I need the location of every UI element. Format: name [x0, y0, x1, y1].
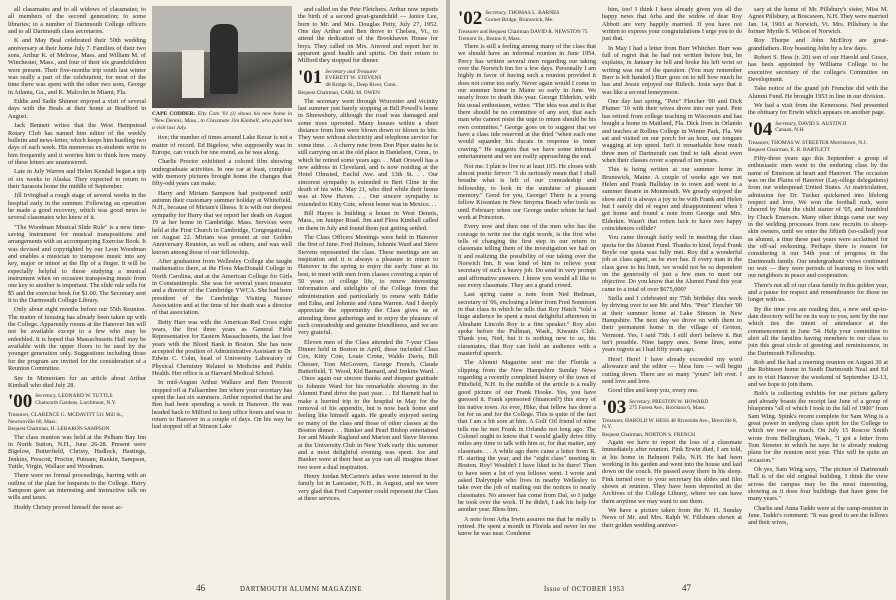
photo-house-wall: [182, 50, 204, 98]
class-heading-1904: [748, 118, 888, 140]
paragraph: There were no formal proceedings, barring with an outline of the plan for bequests to the College. Harry Sampson gave an interesting and instructive talk on wills and taxes.: [8, 472, 146, 502]
secretary-name: DAVID S. AUSTIN II: [798, 120, 847, 127]
paragraph: all classmates and to all widows of classmates; to all members of the second generation; to some libraries; to a number of Dartmouth College officers and to all Dartmouth class secretaries.: [8, 6, 146, 36]
page-footer: Issue of OCTOBER 1953: [544, 586, 625, 593]
left-page: [0, 0, 446, 600]
paragraph: A note from Arba Irwin assures me that he really is retired. He spent a month in Florida and never let me know he was near. Condemn: [458, 515, 596, 538]
paragraph: The secretary went through Worcester and vicinity last summer just barely stopping at Bill Powell's home in Shrewsbury, although the road was damaged and some trees uprooted. Many houses within a short distance from him were blown down or blown to bits. They were without electricity and telephone service for some time. . . A cherry note from Don Piper states he is still carrying on at the old place in Danielson, Conn., to which he retired some years ago. . . Matt Orswell has a new address in Cleveland, and is now residing at the Hotel Olmsted, Euclid Ave. and 13th St. . . Our sincerest sympathy is extended to Bert Cline in the death of his wife. May 21, who died while their home was at New Haven. . . Our sincere sympathy is extended to Kitty Cote, whose home was in Mexico. . .: [298, 97, 438, 208]
right-page: [450, 0, 896, 600]
paragraph: Hoddy Christy proved himself the most ac-: [14, 503, 124, 511]
paragraph: Every now and then one of the men who has the courage to write me the right words, is the first who tells of changing the first step in our return to classmate telling them of the investigation we had on it and realizing the possibility of our taking over the Norwich Inn. It was kind of him to relieve your secretary of such a heavy job. Do send in very prompt and affirmative answers. I know you would all like to see every classmate. They are a grand crowd.: [458, 223, 596, 289]
paragraph: Fifty-three years ago this September a group of enthusiastic men went to the enduring class by the name of Emerson at heart and Hanover. The occasion was on the Plains of Hanover (Lay-ollege delegations) from our widespread United States. At matriculation, admission fee Dr. Tucker quickened into lifelong respect and love. We won the football rush, were cheered by Nate the child starter of '05, and humbled by Chuck Emerson. Many other things came our way in the welding processes from raw recruits to sheep-skin owners, until we enter the fiftieth (so-called) year as alumni, a time these past years were acclaimed for the off-sal reckoning. Perhaps there is reason for considering it our 54th year of progress in the Dartmouth family. Our undergraduate views continued no wax — they were periods of learning to live with our neighbors in peace and cooperation.: [748, 154, 888, 280]
paragraph: Jill Irvingbad a rough stage of several weeks in the hospital early in the summer. Following an operation he made a good recovery, which was good news to several classmates who knew of it.: [8, 192, 146, 222]
treasurer-line: Treasurer, HAROLD W. HESS 48 Riverside Ave., Brenville 8, N.Y.: [602, 417, 737, 431]
class-heading-1900: [8, 391, 146, 413]
secretary-info: [775, 121, 846, 134]
secretary-name: PRESTON W. HOWARD: [652, 398, 709, 405]
treasurer-line: Treasurer, THOMAS W. STREETER Morristown, N.J.: [748, 139, 867, 146]
class-numeral: '01: [298, 66, 323, 88]
right-column-1: [458, 6, 596, 540]
bequest-chairman-line: Bequest Chairman, NORTON S. FRENCH: [602, 431, 696, 438]
bequest-chairman-line: Bequest Chairman, E. R. BARTLETT: [748, 147, 831, 154]
paragraph: Take notice of the grand job Frenchie did with the Alumni Fund. He brought 1953 in line in our division.: [748, 85, 888, 100]
paragraph: The class reunion was held at the Pelham Bay Inn in North Sutton, N.H., June 26-28. Present were Bigelow, Butterfield, Christy, Hadlock, Hastings, Jenkins, Prescott, Proctor, Putnam, Rankin, Sampson, Tuttle, Virgin, Wallace and Woodman.: [8, 433, 146, 471]
secretary-role: Secretary,: [775, 120, 797, 127]
paragraph: See In Memoriam for an article about Arthur Kimball who died July 28.: [8, 374, 146, 389]
secretary-address: Gurnet Bridge, Brunswick, Me.: [485, 16, 554, 23]
photo-caption: [152, 111, 292, 131]
paragraph: sary at the home of Mr. Pillsbury's sister, Miss M. Agnes Pillsbury, at Boscawen, N.H. They were married Jan. 14, 1903 at Norwich, Vt. Mrs. Pillsbury is the former Myrtle S. Wilson of Norwich.: [748, 6, 888, 36]
paragraph: Charlie Proctor exhibited a colored film showing undergraduate activities. In one car at least, complete with memory pictures brought home the changes that fifty-odd years can make.: [152, 158, 292, 188]
paragraph: Here! Here! I have already exceeded my word allowance and the editor — bless him — will begin cutting down. There are so many "yours" left over. I send love and love.: [602, 355, 742, 385]
paragraph: Late in July Warren and Helen Kendall began a trip of six weeks to Alaska. They expected to return to their Sarasota home the middle of September.: [8, 168, 146, 190]
secretary-name: LEONARD W. TUTTLE: [58, 393, 113, 400]
paragraph: Robert S. Hess (r. 20) son of our Harold and Grace, has been appointed by Williams College to be executive secretary of the college's Committee on Development.: [748, 54, 888, 84]
paragraph: Eddie and Sadie Shinner enjoyed a visit of several days with the Beals at their home at Bradford in August.: [8, 98, 146, 120]
paragraph: Only about eight months before our 55th Reunion. The matter of housing has already been taken up with the College. Apparently rooms at the Hanover Inn will not be available except to a few who may be enfeebled. It is hoped that Massachusetts Hall may be available with the upper floors to be used by the younger generation only. Suggestions including those for the program are invited for the consideration of a Reunion Committee.: [8, 306, 146, 373]
secretary-role: Secretary,: [485, 10, 507, 16]
paragraph: Again we have to report the loss of a classmate immediately after reunion. Fink Erwin died, I am told, at his home in Belmont Falls, N.H. He had been working in his garden and went into the house and laid down on the couch. He passed away there in his sleep. Fink turned over to your secretary his slides and film shown at reunion. They have been deposited in the Archives of the College Library, where we can have them anytime we may want to use them.: [602, 439, 742, 505]
paragraph: Bill Hayes is building a house in West Dennis, Mass., on Juniper Road. Jim and Flora Kimball called on them in July and found them just getting settled.: [298, 209, 438, 232]
left-column-2: [152, 6, 292, 433]
paragraph: Oh yes, Sam Wing says, "The picture of Dartmouth Hall is of the old original building. I think the view across the campus may be the most interesting, showing as it does four buildings that have gone for many years.": [748, 465, 888, 503]
secretary-address: 275 Forest Ave., Brockton 6, Mass.: [629, 405, 706, 412]
paragraph: K and May Beal celebrated their 50th wedding anniversary at their home July 7. Families of their two sons, Arthur K. of Melrose, Mass. and William M. of Winchester, Mass., and four of their six grandchildren were present. Their five-months trip south last winter was really a part of the celebration, for most of the time there was spent with the other two sons, George in Atlanta, Ga., and K. Malcolm in Miami, Fla.: [8, 37, 146, 96]
paragraph: There's not all of our class family in this golden year, and a pause for respect and remembrance for those no longer with us.: [748, 281, 888, 304]
right-column-3: [748, 6, 888, 529]
paragraph: In mid-August Arthur Wallace and Ben Prescott stopped off at Fallasrnbee Inn where your secretary has spent the last six summers. Arthur reported that he and Ben had been spending a week in Hanover. He was headed back to Milford to keep office hours and was to return to Hanover in a couple of days. On his way he had stopped off at Stinson Lake: [152, 379, 292, 431]
paragraph: One day last spring, "Pete" Fletcher '00 and Dick Plumer '10 with their wives drove into our yard. Pete has retired from college teaching in Wisconsin and has bought a home in Maitland, Fla. Dick lives in Orlando and teaches at Rollins College in Winter Park, Fla. We sat and visited on our porch for an hour, our tongues wagging at top speed. Isn't it remarkable how much three men of Dartmouth can find to talk about even when their classes cover a spread of ten years.: [602, 98, 742, 164]
paragraph: Harry and Miriam Sampson had postponed until autumn their customary summer holiday at Whitefield, N.H., because of Miriam's illness. It is with our deepest sympathy for Harry that we report her death on August 19 at her home in Cambridge. Mass. Services were held at the First Church in Cambridge, Congregational, on August 22. Miriam was present at our Golden Anniversary Reunion, as well as others, and was well known among those of our fellowship.: [152, 189, 292, 256]
secretary-role: Secretary,: [629, 398, 651, 405]
paragraph: By the time you are reading this, a new and up-to-date directory will be on its way to you, sent by the one which ties the intent of attendance at the commencement in June '54. Help your committee to alert all the families having members to our class to join this great circle of greeting and reminiscence, in the Dartmouth Fellowship.: [748, 305, 888, 357]
cape-codder-photo: [152, 6, 292, 108]
paragraph: tive; the number of times around Lake Kezar is not a matter of record. Ed Bigelow, who supposedly was in Europe, can vouch for one round, as he was along.: [152, 134, 292, 157]
paragraph: Last spring came a note from Ned Redman, secretary of '06, enclosing a letter from Fred Sonneson in that class in which he tells that Roy Hatch "told a huge audience he spent a most delightful afternoon in Abraham Lincoln Roy is a fine speaker." Roy also spoke before the Pullman, Wash., Kiwanis Club. Thank you, Ned, but it is nothing new to us, his classmates, that Roy can hold an audience with a masterful speech.: [458, 291, 596, 358]
class-heading-1903: [602, 396, 742, 418]
paragraph: Not me. I plan to live to at least 105. He closes with almost poetic fervor: "I do seriously mean that I shall breathe what is left of our comradeship and fellowship, to look in the sunshine of pleasant memory." Good for you, George! There is a young fellow Kiwanian in New Smyrna Beach who tools us until February when our George under whom he had work at Princeton.: [458, 162, 596, 221]
secretary-address: 48 Bridge St., Deep River, Conn.: [325, 81, 397, 88]
paragraph: Rob and Ike had a morning reunion on August 30 at the Robinson home in South Dartmouth Neal and Ed are to visit Hanover the weekend of September 12-13, and we hope to join them.: [748, 359, 888, 389]
paragraph: We have a picture taken from the N. H. Sunday News of Mr. and Mrs. Ralph W. Fillsburn shown at their golden wedding anniver-: [602, 507, 742, 529]
paragraph: Betty Harr was with the American Red Cross eight years, the first three years as General Field Representative for Eastern Massachusetts, the last five years with the Blood Bank in Boston. She has now accepted the position of Administrative Assistant to Dr. Edwin C. Cohn, head of University Laboratory of Physical Chemistry Related to Medicine and Public Health. Her office is at Harvard Medical School.: [152, 318, 292, 378]
paragraph: The Alumni Magazine sent me the Florida a clipping from the New Hampshire Sunday News regarding a recently completed history of the town of Pittsfield, N.H. In the middle of the article is a really good picture of our Frank Hooke. Yes, you have guessed it. Frank sponsored (financed?) this story of his native town. As ever, Hike, that fellow has done a lot for us and for the College. This is quite of the fact that I am a bit sore at him. A Golf Oil friend of mine tells me he met Frank in Orlando not long ago. The Colonel ought to know that I would gladly drive fifty miles any time to talk with him or, for that matter, any classmate. . . A while ago there came a letter from R. H. starting the year, and the "eight class" meeting in Boston. Roy! Wouldn't I have liked to be there! Then to have seen a lot of you fellows went. I wrote and asked Dalrymple who lives in nearby Wellesley to take over the job of mailing out the notices to nearly classmates. No answer has come from Dal, so I judge he took over the work. If he didn't, I ask his help for another year. Bless him.: [458, 359, 596, 514]
treasurer-line: Treasurer and Bequest Chairman DAVID R. NEWSTON 75 Tremont St., Boston 8, Mass.: [458, 29, 588, 42]
page-footer: DARTMOUTH ALUMNI MAGAZINE: [240, 586, 362, 593]
caption-lead: CAPE CODDER:: [152, 111, 196, 117]
left-column-3: [298, 6, 438, 504]
secretary-info: [485, 10, 559, 23]
paragraph: Stella and I celebrated my 75th birthday this week by driving over to see Mr. and Mrs. "Pete" Fletcher '00 at their summer home at Lake Stinson in New Hampshire. The next day we drove on with them to their permanent home in the village of Groton, Vermont. Yes, I said 75th. I still don't believe it. But isn't possible. Nine happy ones. Some lines, some years regrets as I had fifty years ago.: [602, 295, 742, 354]
class-heading-1902: [458, 10, 596, 27]
left-column-1: [8, 6, 146, 513]
paragraph: and called on the Pete Fletchers. Arthur now reports the birth of a second great-grandchild — Janice Lee, born to Mr. and Mrs. Douglas Petty, July 27, 1952. One day Arthur and Ben drove to Chelsea, Vt., to attend the dedication of the Brookhaven House for boys. They called on Mrs. Atwood and report her in apparent good health and spirits. On their return to Milford they stopped for dinner.: [298, 6, 438, 65]
paragraph: Good tiles and keep you, every one.: [608, 387, 699, 395]
caption-text: Elty Cote '01 (l) shows his new home in "New Dennis, Mass., to Classmate Jim Kimball, who paid him a visit last July.: [152, 111, 292, 131]
paragraph: You came through fairly well in meeting the class quota for the Alumni Fund. Thanks to kind, loyal Frank Boyle our quota was fully met. Roy did a wonderful job as class agent, as he ever has. If every man in the class gave to his limit, we would not be so dependent on the generosity of just a few men to meet our objective. Do you know that the Alumni Fund this year came to a total of over $675,000?: [602, 234, 742, 293]
secretary-info: [629, 399, 708, 412]
paragraph: Jack Bennett writes that the West Hempstead Rotary Club has named him editor of the weekly bulletin and news-letter, which keeps him hustling two days of each week. His numerous ex-students write to him frequently and it worries him to think how many of these letters are unanswered.: [8, 122, 146, 166]
class-heading-1901: [298, 66, 438, 89]
secretary-name: THOMAS L. BARNES: [508, 10, 560, 16]
paragraph: We had a visit from the Kenersons. Ned presented the obituary for Erwin which appears on another page.: [748, 102, 888, 117]
paragraph: Henry Jordan McCarten's ashes were interred in the family lot in Lancaster, N.H., in August, and we were very glad that Fred Carpenter could represent the Class at these services.: [298, 472, 438, 502]
paragraph: In May I had a letter from Burr Whitcher. Burr was full of regret that he had not written before but, he explains, in January he fell and broke his left wrist so writing was out of the question. (You may remember Burr is left handed.) Burr goes on to tell how much he has and Jessie enjoyed our Ritlech. Josie says that it was like a second honeymoon.: [602, 44, 742, 96]
secretary-role: Secretary and Treasurer: [325, 68, 378, 75]
secretary-info: [35, 393, 116, 406]
paragraph: "The Woodman Musical Slide Rule" is a new time-saving instrument for musical transpositions and arrangements with an accompanying Exercise Book. It was devised and copyrighted by our Leon Woodman and enables a musician to transpose music into any key, major or minor at the flip of a finger. It will be especially helpful to those studying a musical instrument when on occasion transposing music from one key to another is important. The slide rule sells for $5 and the exercise book for $1.00. The Secretary sent it to the Dartmouth College Library.: [8, 223, 146, 305]
paragraph: This is being written at our summer home in Brunswick, Maine. A couple of weeks ago we met Helen and Frank Halliday in to town and went to a summer theatre in Monmouth. We greatly enjoyed the show and it is always a joy to be with Frank and Helen but I surely did of regret and disappointment when I got home and found a note from George and Mrs. Elderkin. Wasn't that rotten luck to have two happy coincidences collide?: [602, 166, 742, 232]
right-column-2: [602, 6, 742, 531]
photo-figure: [210, 24, 238, 94]
paragraph: The Class Officers Meetings were held in Hanover the first of June. Fred Holmes, Johnnie Ward and Steve Stevens represented the class. These meetings are an inspiration and it is always a pleasure to return to Hanover in the spring to enjoy the early June at its best, to meet with men from classes covering a span of 50 years of college life, to renew interesting information and sidelights of the College from the administration and particularly to renew with Eddie and Edna, and Johnnie and Anna Warren. And I deeply appreciate the opportunity the Class gives us of attending these gatherings and to enjoy the pleasure of such comradeship and genuine friendliness, and we are very grateful.: [298, 233, 438, 337]
bequest-chairman-line: Bequest Chairman, CARL M. OWEN: [298, 90, 380, 97]
class-numeral: '02: [458, 8, 483, 29]
secretary-name: EVERETT W. STEVENS: [325, 75, 382, 82]
class-numeral: '04: [748, 118, 773, 140]
class-numeral: '03: [602, 396, 627, 418]
secretary-address: Canaan, N.H.: [775, 127, 805, 134]
paragraph: Bob's is collecting exhibits for our picture gallery and already boasts the receipt last June of a group of blueprints "all of which I took in the fall of 1900" from Sam Wing. Spink's recent complete for Sam Wing is a great power in undying class spirit for the College to which we owe so much. On July 15 Roscoe Smith wrote from Bellingham, Wash., "I got a letter from Tom Streeter in which he says he is already making plans for the reunion next year. This will be quite an occasion.": [748, 390, 888, 464]
secretary-info: [325, 69, 397, 89]
paragraph: After graduation from Wellesley College she taught mathematics there, at the Flora MacDonald College in North Carolina, and at the American College for Girls in Constantinople. She was for several years treasurer and a director of the Cambridge YWCA. She had been president of the Cambridge Visiting Nurses' Association and at the time of her death was a director of that association.: [152, 257, 292, 317]
secretary-role: Secretary,: [35, 393, 57, 400]
page-number: 46: [196, 583, 205, 593]
secretary-address: Chatworth Gardens, Larchmont, N.Y.: [35, 399, 117, 406]
page-number: 47: [682, 583, 691, 593]
paragraph: Roy Thorpe and John McElroy are great-grandfathers. Roy boasting John by a few days.: [748, 37, 888, 52]
class-numeral: '00: [8, 391, 33, 413]
bequest-chairman-line: Bequest Chairman, H. LEBARON SAMPSON: [8, 426, 110, 433]
paragraph: There is still a feeling among many of the class that we should have an informal reunion in June 1954. Percy has written several men regarding our taking over the Norwich Inn for a few days. Personally I am highly in favor of having such a reunion provided it does not come too early. Never again would I come to our summer home in Maine so early in June. We nearly froze to death this year. George Elderkin, with his usual enthusiasm, writes: "The idea was and is that there should be no committee of any sort, that each man who cannot resist the urge to return should be his own committee." George goes on to suggest that we have a class tide reserved at the third "when each one would squander his ducats in response to inner craving." He suggests that we have some informal entertainment and we are really approaching the end.: [458, 43, 596, 161]
paragraph: Eleven men of the Class attended the 7-year Class Dinner held in Boston in April, these included Class Cox, Kitty Cote, Louie Crone, Waldo Davis, Bill Chesser, Tom McGovern, George French, Claude Butterfield, T. Wood, Kid Barnard, and Jenkins Ward. . . Once again our sincere thanks and deepest gratitude to Johnnie Ward for his remarkable showing in the Alumni Fund drive the past year. . . Ed Barnett had to make a hurried trip to the hospital in May for the removal of his appendix, but is now back home and feeling like himself again. He greatly enjoyed seeing so many of the class and those of other classes at the Boston dinner. . . Bunker and Pearl Bishop entertained Joe and Maude Ragland and Marion and Steve Stevens at the University Club in New York early this summer and a most delightful evening was spent. Joe and Bunker were at their best as you can all imagine those two were a dual inspiration.: [298, 338, 438, 471]
paragraph: Charlie and Anna Taddo were at the camp-reunion in June. Taddo's comment: "It was good to see the fellows and their wives,: [748, 504, 888, 527]
treasurer-line: Treasurer, CLARENCE G. MCDAVITT 511 Mill St., Newtonville 60, Mass.: [8, 412, 124, 425]
paragraph: him, too! I think I have already given you all the happy news that Arba and the widow of dear Roy Abbott are very happily married. If you have not written to express your congratulations I urge you to do just that.: [602, 6, 742, 43]
